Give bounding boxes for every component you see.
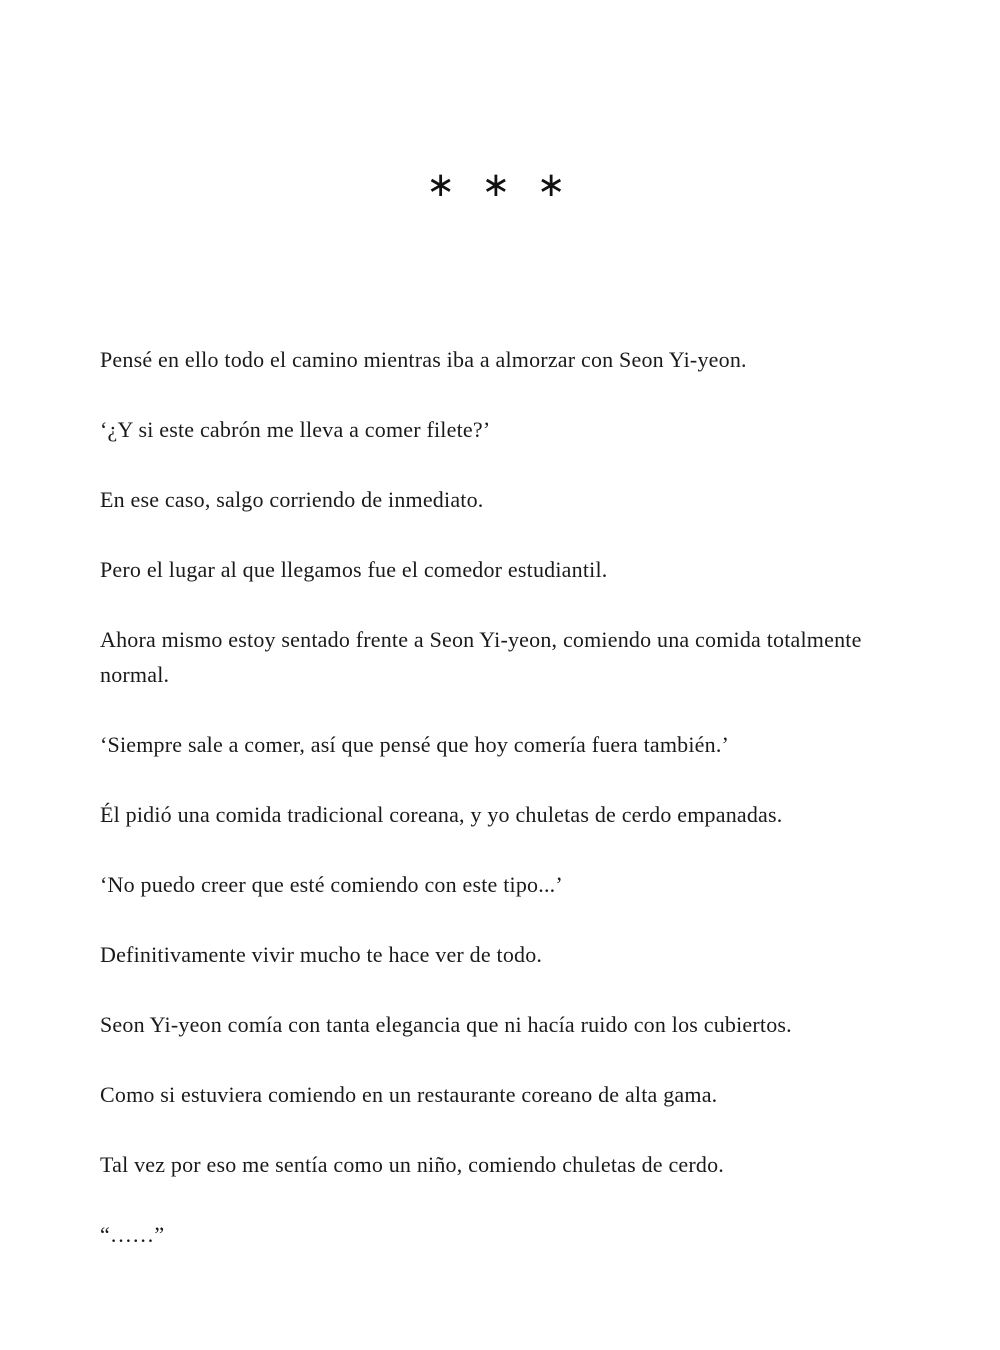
paragraph: ‘¿Y si este cabrón me lleva a comer filete?’ [100,417,491,442]
asterism-icon: ∗ ∗ ∗ [426,165,574,205]
paragraph: Pero el lugar al que llegamos fue el comedor estudiantil. [100,557,608,582]
paragraph: ‘No puedo creer que esté comiendo con este tipo...’ [100,872,563,897]
paragraph: Ahora mismo estoy sentado frente a Seon Yi-yeon, comiendo una comida totalmente normal. [100,627,862,687]
paragraph: Tal vez por eso me sentía como un niño, comiendo chuletas de cerdo. [100,1152,724,1177]
scene-break-separator [0,160,1000,210]
paragraph: “……” [100,1222,165,1247]
paragraph: Como si estuviera comiendo en un restaurante coreano de alta gama. [100,1082,718,1107]
chapter-text [100,342,900,1287]
paragraph: Él pidió una comida tradicional coreana, y yo chuletas de cerdo empanadas. [100,802,783,827]
paragraph: Seon Yi-yeon comía con tanta elegancia que ni hacía ruido con los cubiertos. [100,1012,792,1037]
paragraph: Definitivamente vivir mucho te hace ver de todo. [100,942,543,967]
paragraph: En ese caso, salgo corriendo de inmediato. [100,487,484,512]
paragraph: Pensé en ello todo el camino mientras iba a almorzar con Seon Yi-yeon. [100,347,747,372]
paragraph: ‘Siempre sale a comer, así que pensé que hoy comería fuera también.’ [100,732,730,757]
